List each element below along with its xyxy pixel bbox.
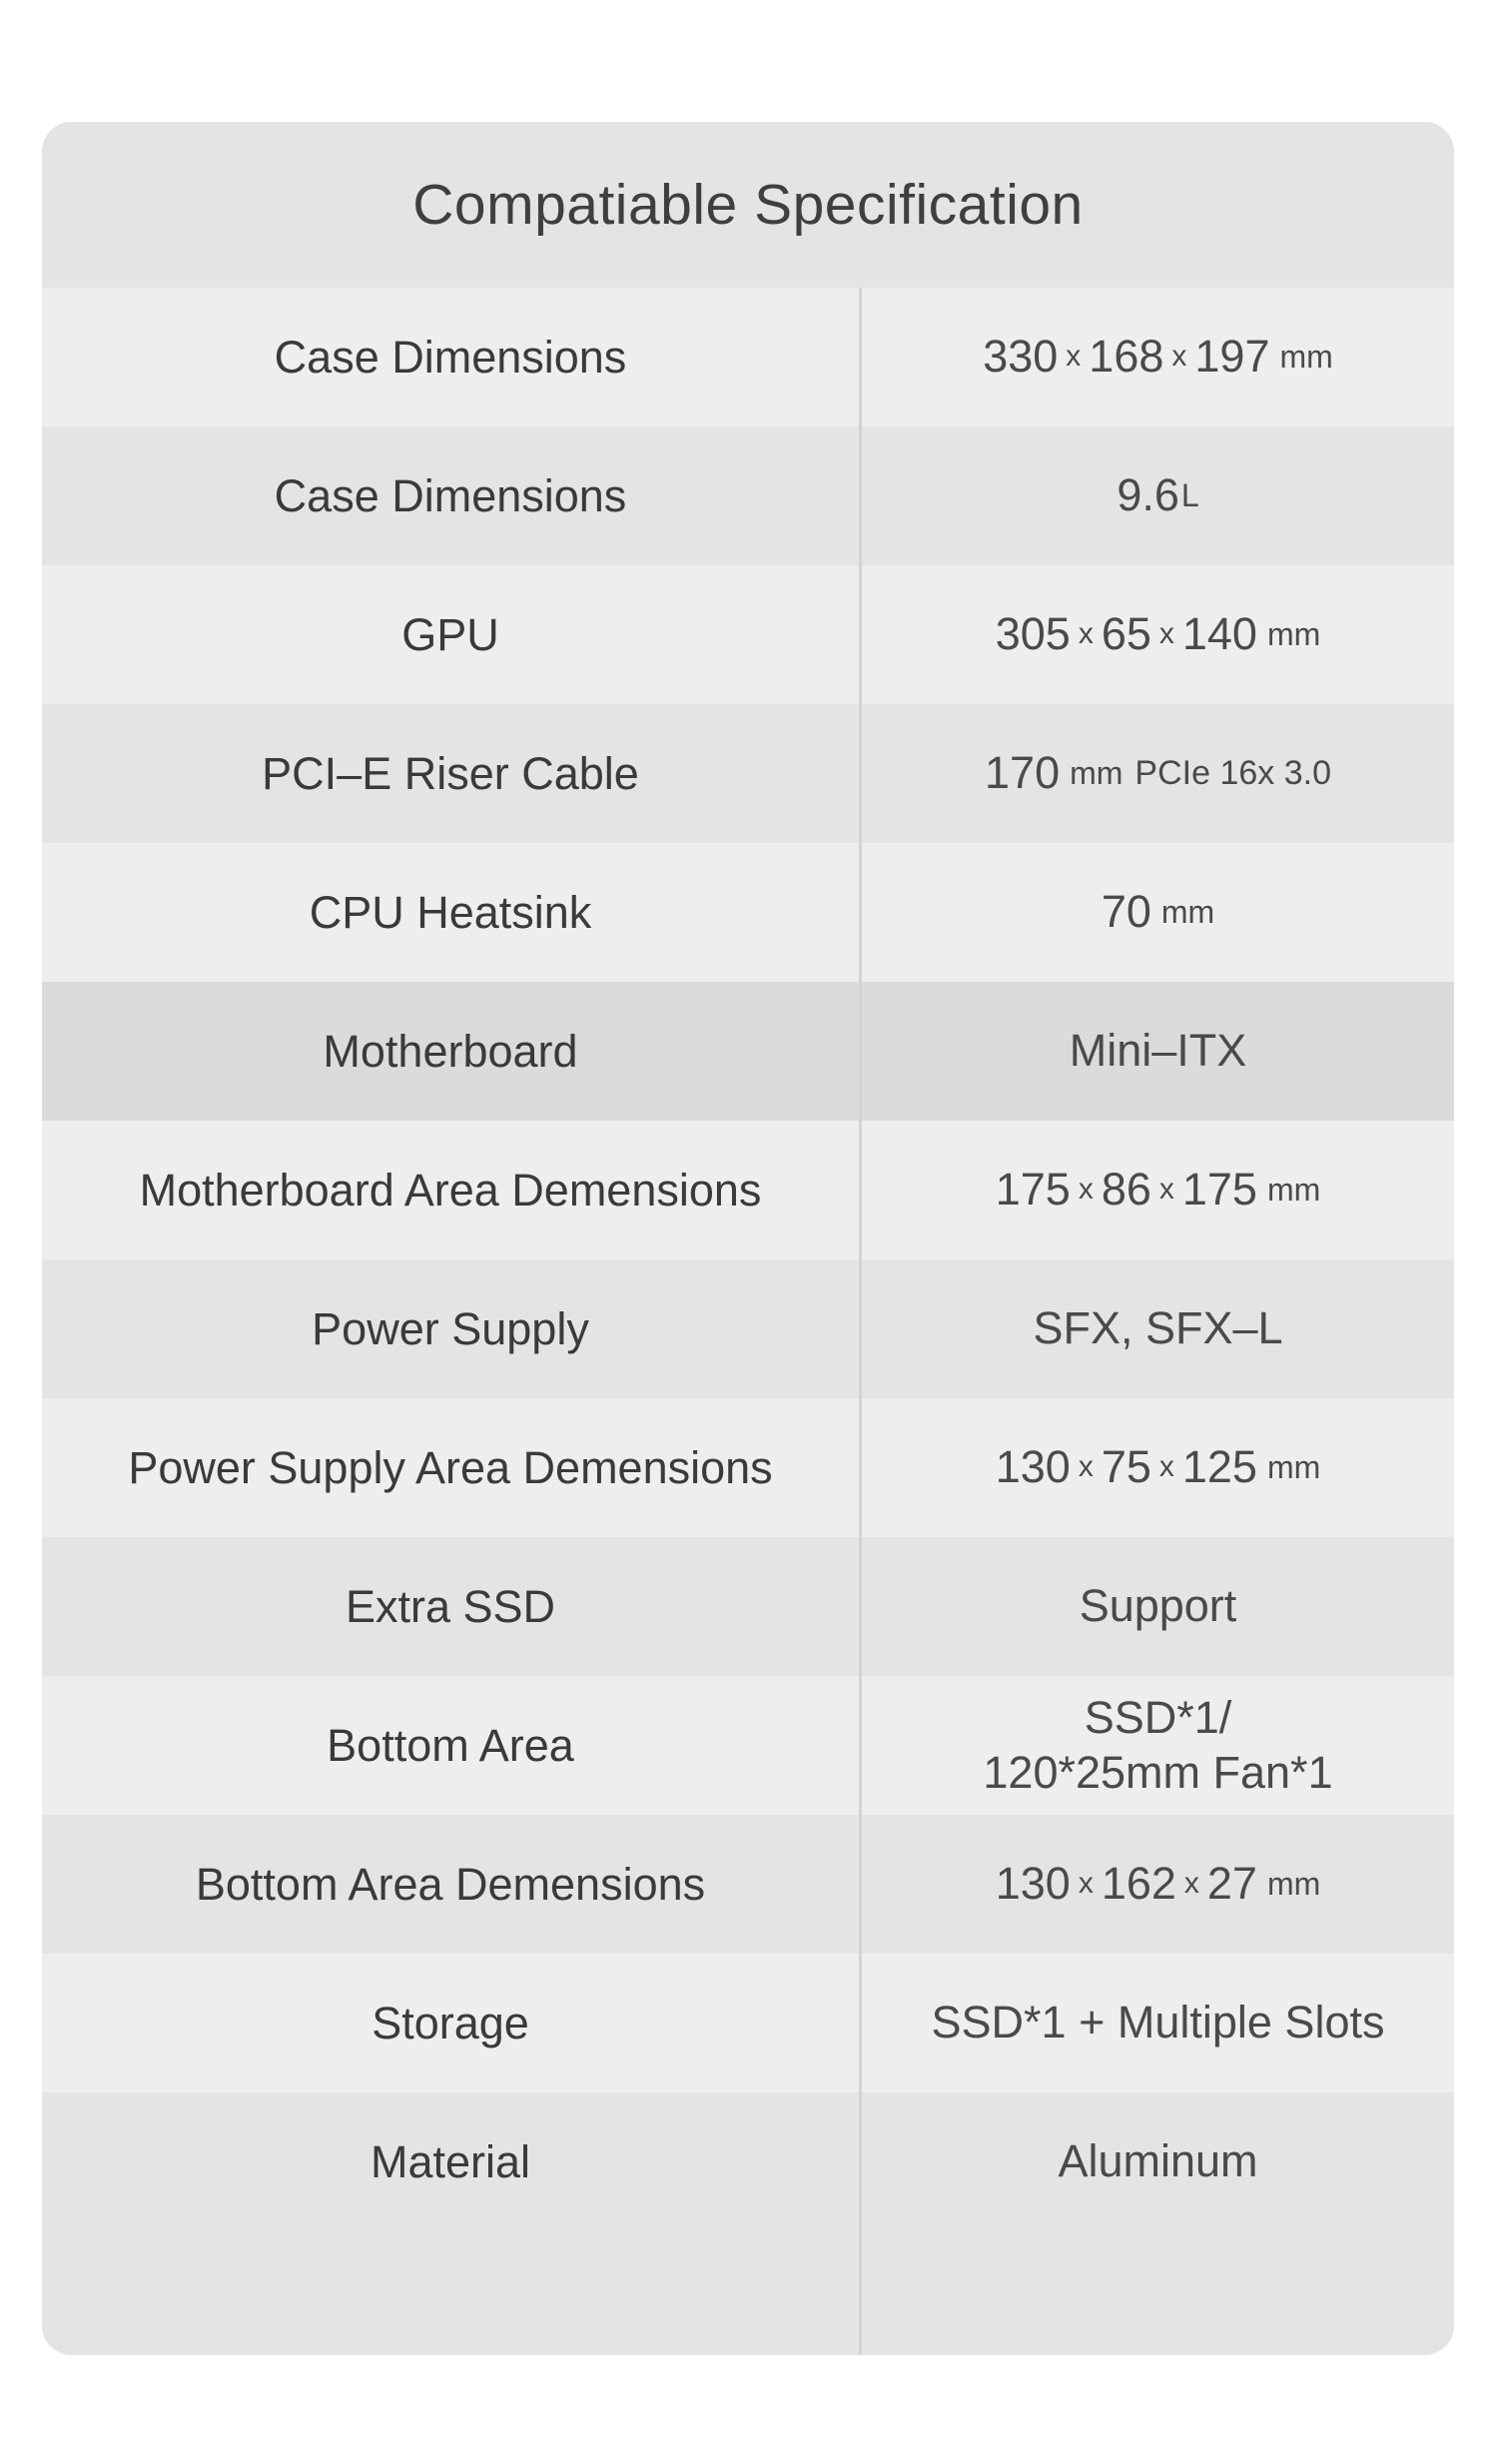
row-label: Storage: [42, 1954, 862, 2092]
row-value: 175 x 86 x 175 mm: [995, 1164, 1321, 1216]
row-value: 9.6 L: [1117, 469, 1199, 521]
table-footer-row: [42, 2231, 1454, 2355]
row-value: 305 x 65 x 140 mm: [995, 608, 1321, 660]
row-label: PCI–E Riser Cable: [42, 704, 862, 843]
row-value: Mini–ITX: [1069, 1025, 1247, 1077]
row-label: Extra SSD: [42, 1537, 862, 1676]
row-value: SSD*1/ 120*25mm Fan*1: [983, 1691, 1333, 1798]
table-row: [42, 843, 1454, 982]
table-row: [42, 426, 1454, 565]
row-value: 130 x 162 x 27 mm: [995, 1858, 1321, 1910]
table-row: [42, 1815, 1454, 1954]
row-label: Motherboard: [42, 982, 862, 1121]
row-value: 330 x 168 x 197 mm: [983, 331, 1333, 383]
table-row: [42, 1259, 1454, 1398]
row-label: Case Dimensions: [42, 288, 862, 426]
row-label: CPU Heatsink: [42, 843, 862, 982]
table-row: [42, 1676, 1454, 1815]
table-row: [42, 2092, 1454, 2231]
row-label: Case Dimensions: [42, 426, 862, 565]
row-value: Aluminum: [1058, 2135, 1258, 2187]
spec-table-card: [42, 122, 1454, 2355]
table-row: [42, 1954, 1454, 2092]
row-label: GPU: [42, 565, 862, 704]
table-row: [42, 1537, 1454, 1676]
empty-cell: [862, 2231, 1454, 2355]
table-row: [42, 704, 1454, 843]
table-row: [42, 565, 1454, 704]
row-value: SSD*1 + Multiple Slots: [931, 1997, 1385, 2049]
row-label: Power Supply: [42, 1259, 862, 1398]
row-label: Motherboard Area Demensions: [42, 1121, 862, 1259]
table-row: [42, 982, 1454, 1121]
row-label: Power Supply Area Demensions: [42, 1398, 862, 1537]
row-value: 70 mm: [1101, 886, 1215, 938]
table-row: [42, 1121, 1454, 1259]
empty-cell: [42, 2231, 862, 2355]
row-value: 130 x 75 x 125 mm: [995, 1441, 1321, 1493]
table-row: [42, 1398, 1454, 1537]
row-label: Bottom Area Demensions: [42, 1815, 862, 1954]
table-row: [42, 288, 1454, 426]
row-value: SFX, SFX–L: [1033, 1302, 1283, 1354]
row-label: Material: [42, 2092, 862, 2231]
row-value: 170 mm PCIe 16x 3.0: [985, 747, 1331, 799]
row-value: Support: [1079, 1580, 1237, 1632]
spec-table-title: Compatiable Specification: [42, 122, 1454, 288]
row-label: Bottom Area: [42, 1676, 862, 1815]
